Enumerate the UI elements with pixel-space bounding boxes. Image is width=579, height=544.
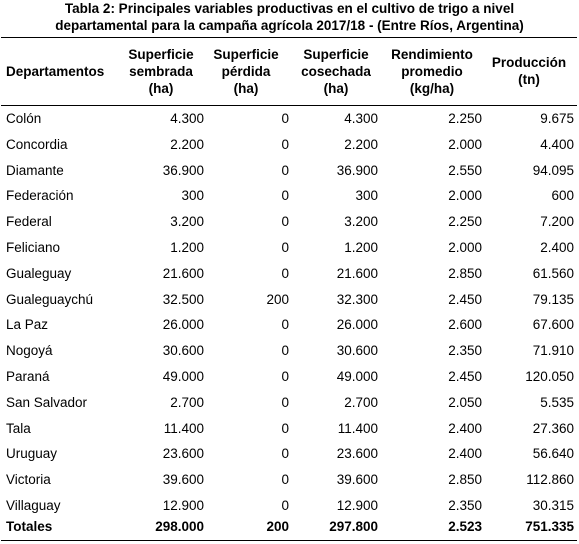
cell-superficie-sembrada: 2.700 — [170, 394, 204, 410]
cell-superficie-perdida: 0 — [281, 497, 289, 513]
table-row — [0, 261, 579, 287]
cell-departamento: Tala — [6, 420, 31, 436]
cell-superficie-cosechada: 23.600 — [336, 446, 378, 462]
header-line: (ha) — [148, 80, 174, 96]
cell-superficie-sembrada: 32.500 — [162, 291, 204, 307]
cell-rendimiento-promedio: 2.000 — [448, 136, 482, 152]
header-line: (ha) — [233, 80, 259, 96]
totals-label: Totales — [6, 519, 53, 534]
table-top-rule — [1, 37, 577, 38]
cell-departamento: Gualeguay — [6, 265, 72, 281]
table-row — [0, 209, 579, 235]
table-body — [0, 106, 579, 519]
cell-superficie-cosechada: 3.200 — [344, 214, 378, 230]
cell-superficie-cosechada: 26.000 — [336, 317, 378, 333]
cell-superficie-cosechada: 11.400 — [337, 420, 378, 436]
cell-produccion: 600 — [551, 188, 574, 204]
table-row — [0, 364, 579, 390]
cell-superficie-cosechada: 32.300 — [336, 291, 378, 307]
table-title-line-2: departamental para la campaña agrícola 2017/18 - (Entre Ríos, Argentina) — [55, 18, 524, 33]
header-line: (tn) — [518, 72, 540, 87]
table-title-line-1: Tabla 2: Principales variables productivas en el cultivo de trigo a nivel — [64, 1, 515, 16]
header-produccion — [482, 39, 576, 103]
cell-superficie-perdida: 0 — [281, 214, 289, 230]
cell-rendimiento-promedio: 2.550 — [448, 162, 482, 178]
totals-superficie-perdida: 200 — [266, 519, 289, 534]
cell-produccion: 56.640 — [532, 446, 574, 462]
cell-departamento: La Paz — [6, 317, 49, 333]
cell-departamento: Colón — [6, 111, 42, 126]
cell-departamento: Concordia — [6, 136, 68, 152]
cell-superficie-perdida: 0 — [281, 394, 289, 410]
cell-departamento: Feliciano — [6, 239, 61, 255]
cell-produccion: 2.400 — [540, 239, 574, 255]
table-row — [0, 183, 579, 209]
header-line: sembrada — [129, 63, 193, 79]
header-line: Rendimiento — [391, 46, 473, 62]
cell-produccion: 94.095 — [532, 162, 574, 178]
table-row — [0, 390, 579, 416]
header-departamentos — [6, 39, 120, 103]
cell-departamento: Victoria — [6, 472, 51, 488]
cell-departamento: Diamante — [6, 162, 64, 178]
cell-departamento: Uruguay — [6, 446, 58, 462]
header-line: Producción — [491, 55, 567, 70]
cell-superficie-cosechada: 30.600 — [336, 343, 378, 359]
cell-superficie-cosechada: 12.900 — [336, 497, 378, 513]
header-line: (kg/ha) — [409, 80, 455, 96]
header-line: Superficie — [128, 46, 194, 62]
header-line: pérdida — [221, 63, 271, 79]
header-superficie-perdida — [202, 39, 290, 103]
cell-departamento: Federal — [6, 214, 52, 230]
cell-superficie-cosechada: 49.000 — [336, 368, 378, 384]
totals-rendimiento-promedio: 2.523 — [448, 519, 482, 534]
header-rendimiento-promedio — [382, 39, 482, 103]
cell-superficie-perdida: 0 — [281, 420, 289, 436]
cell-superficie-sembrada: 39.600 — [162, 472, 204, 488]
cell-superficie-sembrada: 2.200 — [170, 136, 204, 152]
cell-superficie-sembrada: 4.300 — [170, 111, 204, 126]
header-line: (ha) — [323, 80, 349, 96]
header-line: Superficie — [213, 46, 279, 62]
cell-produccion: 79.135 — [532, 291, 574, 307]
totals-superficie-sembrada: 298.000 — [155, 519, 204, 534]
cell-superficie-sembrada: 300 — [181, 188, 204, 204]
cell-superficie-cosechada: 21.600 — [336, 265, 378, 281]
table-row — [0, 312, 579, 338]
table-row — [0, 158, 579, 184]
cell-superficie-perdida: 0 — [281, 343, 289, 359]
cell-produccion: 112.860 — [526, 472, 574, 488]
cell-superficie-perdida: 0 — [281, 111, 289, 126]
cell-rendimiento-promedio: 2.250 — [448, 111, 482, 126]
cell-rendimiento-promedio: 2.350 — [448, 343, 482, 359]
header-line: Superficie — [303, 46, 369, 62]
totals-superficie-cosechada: 297.800 — [329, 519, 378, 534]
cell-superficie-sembrada: 3.200 — [170, 214, 204, 230]
header-superficie-cosechada — [290, 39, 382, 103]
cell-departamento: Villaguay — [6, 497, 61, 513]
table-bottom-rule — [1, 540, 577, 541]
cell-departamento: San Salvador — [6, 394, 88, 410]
cell-rendimiento-promedio: 2.450 — [448, 368, 482, 384]
cell-superficie-sembrada: 1.200 — [170, 239, 204, 255]
cell-departamento: Federación — [6, 188, 74, 204]
cell-produccion: 67.600 — [532, 317, 574, 333]
table-row — [0, 467, 579, 493]
table-row — [0, 106, 579, 132]
table-title — [0, 0, 579, 34]
cell-rendimiento-promedio: 2.000 — [448, 188, 482, 204]
cell-superficie-perdida: 0 — [281, 368, 289, 384]
cell-departamento: Paraná — [6, 368, 50, 384]
cell-superficie-perdida: 200 — [266, 291, 289, 307]
table-row — [0, 235, 579, 261]
table-row — [0, 416, 579, 442]
cell-superficie-cosechada: 300 — [355, 188, 378, 204]
table-row — [0, 338, 579, 364]
cell-rendimiento-promedio: 2.450 — [448, 291, 482, 307]
cell-superficie-cosechada: 2.700 — [344, 394, 378, 410]
cell-rendimiento-promedio: 2.050 — [448, 394, 482, 410]
header-superficie-sembrada — [120, 39, 202, 103]
cell-departamento: Nogoyá — [6, 343, 53, 359]
totals-row — [0, 514, 579, 540]
cell-produccion: 71.910 — [532, 343, 574, 359]
cell-superficie-sembrada: 30.600 — [162, 343, 204, 359]
cell-departamento: Gualeguaychú — [6, 291, 94, 307]
cell-superficie-sembrada: 36.900 — [162, 162, 204, 178]
cell-rendimiento-promedio: 2.600 — [448, 317, 482, 333]
cell-rendimiento-promedio: 2.850 — [448, 472, 482, 488]
cell-superficie-perdida: 0 — [281, 162, 289, 178]
cell-superficie-sembrada: 12.900 — [162, 497, 204, 513]
cell-rendimiento-promedio: 2.400 — [448, 420, 482, 436]
cell-superficie-sembrada: 26.000 — [162, 317, 204, 333]
cell-superficie-cosechada: 36.900 — [336, 162, 378, 178]
table-row — [0, 132, 579, 158]
cell-superficie-sembrada: 21.600 — [162, 265, 204, 281]
cell-superficie-cosechada: 2.200 — [344, 136, 378, 152]
cell-superficie-perdida: 0 — [281, 239, 289, 255]
cell-superficie-perdida: 0 — [281, 446, 289, 462]
cell-superficie-cosechada: 39.600 — [336, 472, 378, 488]
table-row — [0, 287, 579, 313]
cell-rendimiento-promedio: 2.850 — [448, 265, 482, 281]
cell-superficie-sembrada: 23.600 — [162, 446, 204, 462]
totals-produccion: 751.335 — [525, 519, 574, 534]
cell-produccion: 30.315 — [532, 497, 574, 513]
cell-rendimiento-promedio: 2.350 — [448, 497, 482, 513]
cell-superficie-perdida: 0 — [281, 265, 289, 281]
header-line: cosechada — [301, 63, 371, 79]
cell-superficie-cosechada: 4.300 — [344, 111, 378, 126]
cell-produccion: 9.675 — [540, 111, 574, 126]
cell-superficie-sembrada: 11.400 — [163, 420, 204, 436]
cell-superficie-perdida: 0 — [281, 136, 289, 152]
cell-produccion: 61.560 — [532, 265, 574, 281]
cell-produccion: 7.200 — [540, 214, 574, 230]
cell-superficie-sembrada: 49.000 — [162, 368, 204, 384]
cell-produccion: 120.050 — [525, 368, 574, 384]
cell-superficie-perdida: 0 — [281, 188, 289, 204]
cell-superficie-cosechada: 1.200 — [344, 239, 378, 255]
table-row — [0, 441, 579, 467]
cell-rendimiento-promedio: 2.000 — [448, 239, 482, 255]
header-line: Departamentos — [6, 63, 105, 79]
cell-rendimiento-promedio: 2.250 — [448, 214, 482, 230]
cell-produccion: 4.400 — [540, 136, 574, 152]
cell-rendimiento-promedio: 2.400 — [448, 446, 482, 462]
header-line: promedio — [401, 63, 463, 79]
cell-produccion: 5.535 — [540, 394, 574, 410]
cell-superficie-perdida: 0 — [281, 472, 289, 488]
cell-produccion: 27.360 — [532, 420, 574, 436]
cell-superficie-perdida: 0 — [281, 317, 289, 333]
